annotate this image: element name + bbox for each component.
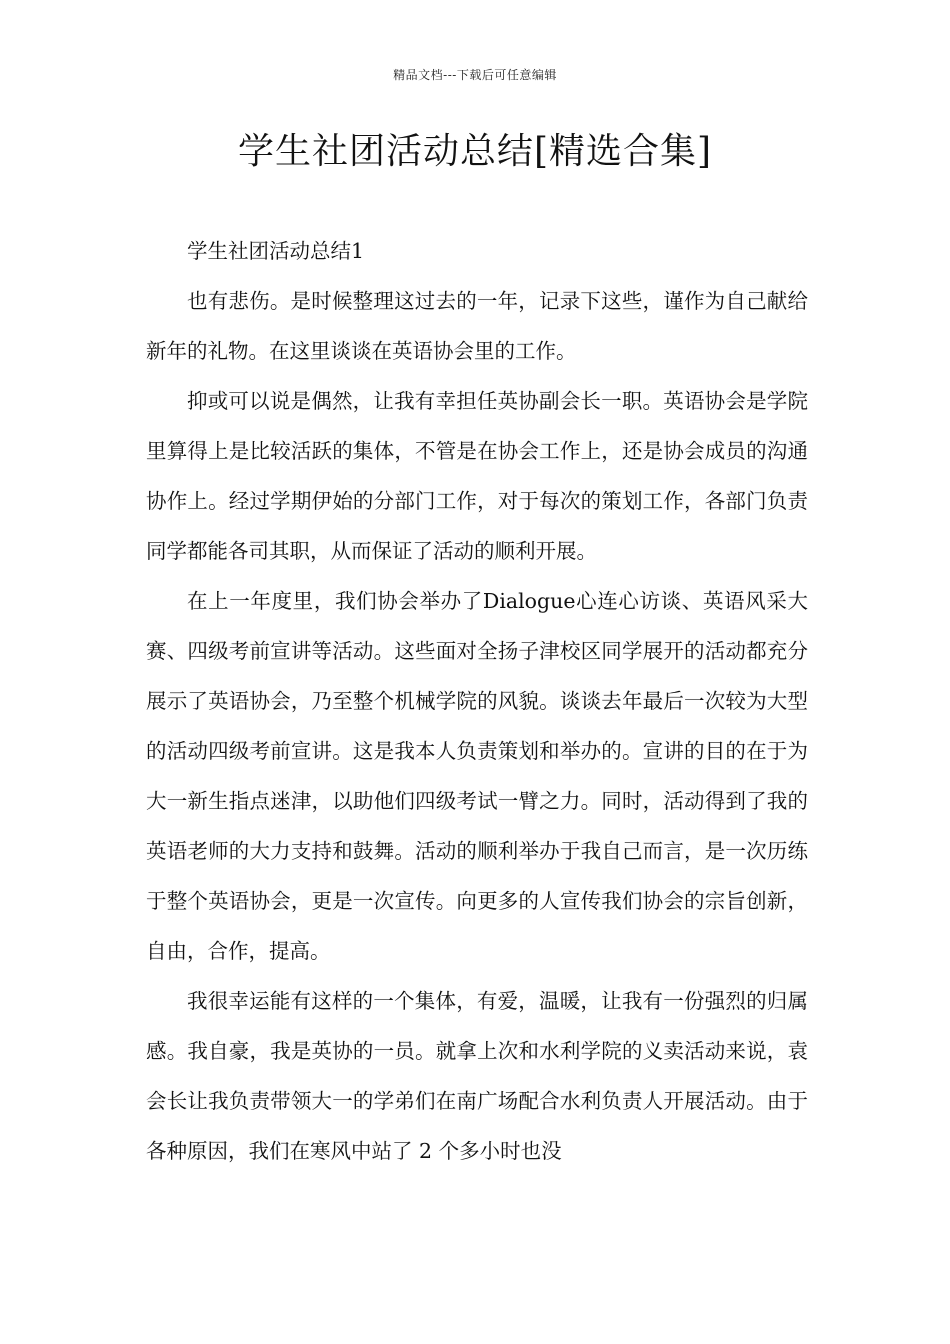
paragraph: 我很幸运能有这样的一个集体，有爱，温暖，让我有一份强烈的归属感。我自豪，我是英协的一员。就拿上次和水利学院的义卖活动来说，袁会长让我负责带领大一的学弟们在南广场配合水利负责人开展活动。由于各种原因，我们在寒风中站了 2 个多小时也没 (146, 989, 808, 1163)
paragraph: 抑或可以说是偶然，让我有幸担任英协副会长一职。英语协会是学院里算得上是比较活跃的集体，不管是在协会工作上，还是协会成员的沟通协作上。经过学期伊始的分部门工作，对于每次的策划工作，各部门负责同学都能各司其职，从而保证了活动的顺利开展。 (146, 389, 808, 563)
document-body (146, 226, 808, 1176)
section-heading: 学生社团活动总结1 (187, 239, 365, 263)
paragraph: 也有悲伤。是时候整理这过去的一年，记录下这些，谨作为自己献给新年的礼物。在这里谈谈在英语协会里的工作。 (146, 289, 808, 363)
paragraph: 在上一年度里，我们协会举办了Dialogue心连心访谈、英语风采大赛、四级考前宣讲等活动。这些面对全扬子津校区同学展开的活动都充分展示了英语协会，乃至整个机械学院的风貌。谈谈去年最后一次较为大型的活动四级考前宣讲。这是我本人负责策划和举办的。宣讲的目的在于为大一新生指点迷津，以助他们四级考试一臂之力。同时，活动得到了我的英语老师的大力支持和鼓舞。活动的顺利举办于我自己而言，是一次历练于整个英语协会，更是一次宣传。向更多的人宣传我们协会的宗旨创新，自由，合作，提高。 (146, 589, 808, 963)
document-title: 学生社团活动总结[精选合集] (237, 131, 713, 172)
header-note: 精品文档---下载后可任意编辑 (393, 68, 557, 82)
